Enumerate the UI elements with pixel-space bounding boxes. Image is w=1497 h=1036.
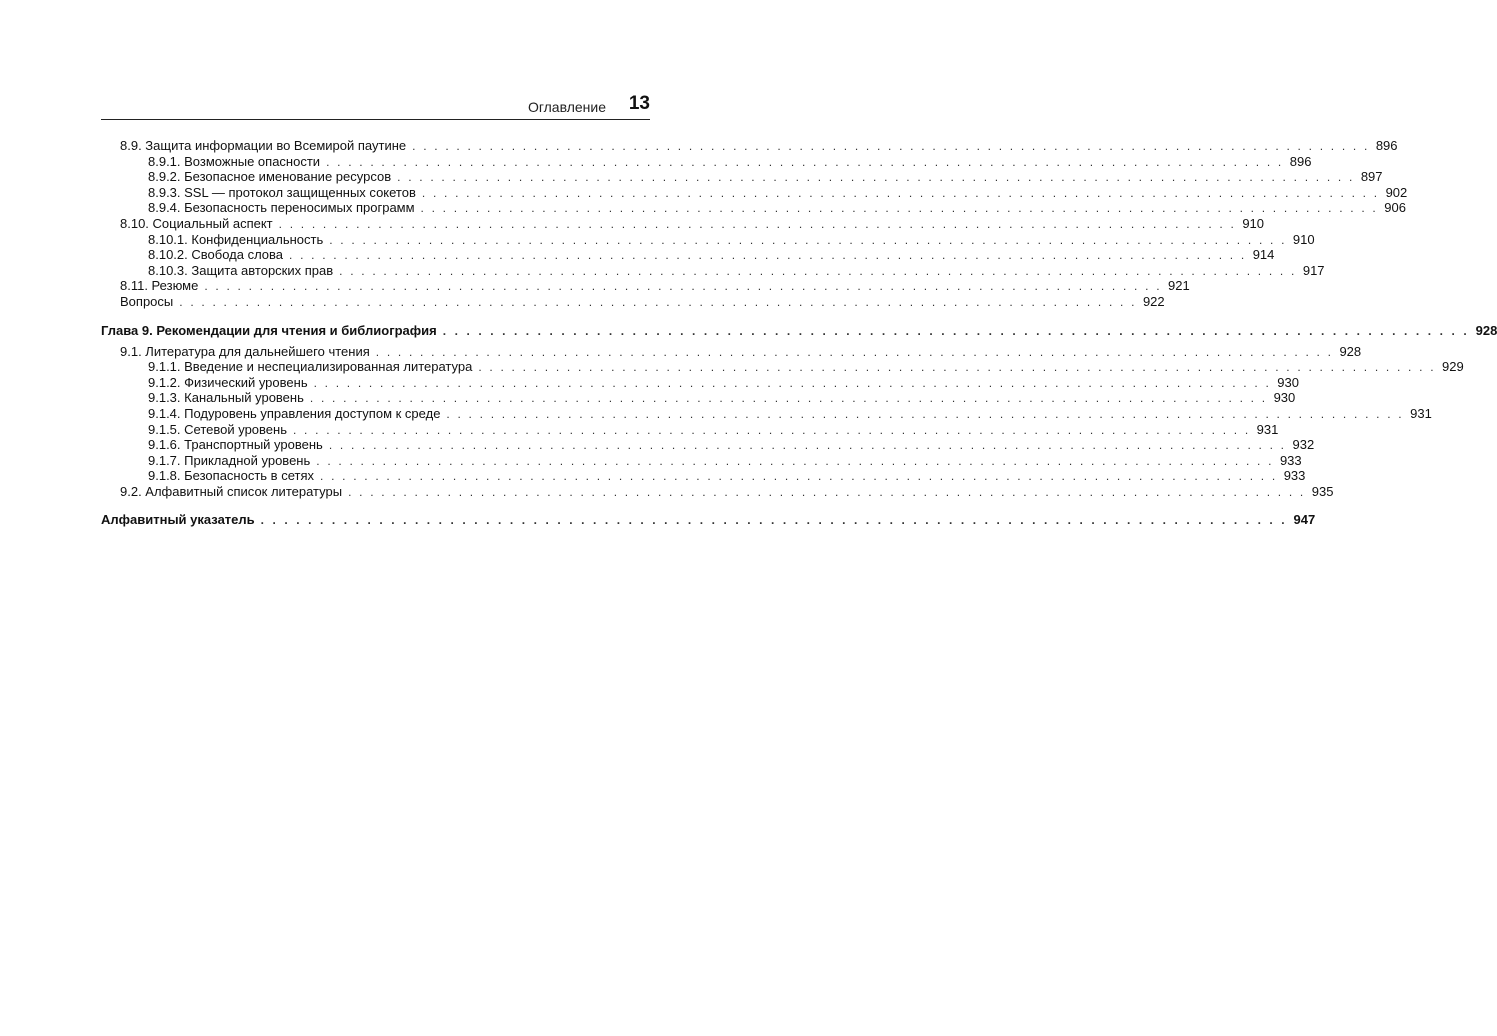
toc-label: 9.1.8. Безопасность в сетях [148,468,314,484]
toc-entry-9-1-2[interactable] [101,374,1299,391]
toc-leader-dots: . . . . . . . . . . . . . . . . . . . . . . . . . . . . . . . . . . . . . . . . . . . . . . . . . . . . . . . . . . . . . . . . . . . . . . . . . . . . . . . . . . . . . . . [375,344,1334,359]
toc-label: 8.10.1. Конфиденциальность [148,231,324,247]
toc-leader-dots: . . . . . . . . . . . . . . . . . . . . . . . . . . . . . . . . . . . . . . . . . . . . . . . . . . . . . . . . . . . . . . . . . . . . . . . . . . . . . . . . . . . . . . . [204,279,1162,294]
toc-page: 921 [1168,278,1190,294]
toc-page: 896 [1375,138,1398,153]
toc-entry-chapter-9[interactable] [101,322,1497,340]
toc-page: 928 [1475,322,1497,338]
toc-page: 931 [1410,405,1432,421]
toc-entry-9-1-5[interactable] [101,421,1279,438]
toc-leader-dots: . . . . . . . . . . . . . . . . . . . . . . . . . . . . . . . . . . . . . . . . . . . . . . . . . . . . . . . . . . . . . . . . . . . . . . . . . . . . . . . . . . . . . . . [326,154,1284,169]
toc-page: 930 [1277,374,1299,390]
toc-label: 8.9.2. Безопасное именование ресурсов [148,169,392,185]
toc-entry-8-10-1[interactable] [101,231,1315,248]
toc-entry-8-10-2[interactable] [101,247,1275,263]
toc-page: 896 [1289,153,1312,169]
toc-entry-8-10[interactable] [101,215,1265,232]
toc-entry-8-10-3[interactable] [101,262,1325,279]
toc-label: 9.2. Алфавитный список литературы [120,483,343,499]
toc-leader-dots: . . . . . . . . . . . . . . . . . . . . . . . . . . . . . . . . . . . . . . . . . . . . . . . . . . . . . . . . . . . . . . . . . . . . . . . . . . . . . . . . . . . . . . . [446,406,1404,421]
toc-entry-8-9[interactable] [101,138,1398,154]
toc-page: 929 [1442,359,1464,375]
toc-page: 914 [1252,247,1275,263]
toc-label: 8.11. Резюме [120,278,199,294]
toc-entry-8-11[interactable] [101,278,1190,294]
toc-leader-dots: . . . . . . . . . . . . . . . . . . . . . . . . . . . . . . . . . . . . . . . . . . . . . . . . . . . . . . . . . . . . . . . . . . . . . . . . . . . . . . . . . . . . . . . [289,248,1247,263]
toc-label: 8.9.3. SSL — протокол защищенных сокетов [148,184,416,200]
toc-entry-9-1-3[interactable] [101,390,1296,406]
toc-leader-dots: . . . . . . . . . . . . . . . . . . . . . . . . . . . . . . . . . . . . . . . . . . . . . . . . . . . . . . . . . . . . . . . . . . . . . . . . . . . . . . . . . . . . . . . [420,201,1378,216]
header-title: Оглавление [527,99,606,115]
toc-page: 935 [1311,483,1334,499]
toc-leader-dots: . . . . . . . . . . . . . . . . . . . . . . . . . . . . . . . . . . . . . . . . . . . . . . . . . . . . . . . . . . . . . . . . . . . . . . . . . . . . . . . . . . . . . . . [278,216,1237,231]
toc-page: 910 [1292,231,1315,247]
toc-leader-dots: . . . . . . . . . . . . . . . . . . . . . . . . . . . . . . . . . . . . . . . . . . . . . . . . . . . . . . . . . . . . . . . . . . . . . . . . . . . . . . . . . . . . . . . [320,469,1278,484]
toc-page: 933 [1283,468,1306,484]
toc-entry-8-9-4[interactable] [101,200,1406,216]
toc-label: 9.1.3. Канальный уровень [148,390,304,406]
table-of-contents [101,138,1497,529]
toc-leader-dots: . . . . . . . . . . . . . . . . . . . . . . . . . . . . . . . . . . . . . . . . . . . . . . . . . . . . . . . . . . . . . . . . . . . . . . . . . . . . . . . . . . . . . . . [421,185,1380,200]
toc-label: 8.10.3. Защита авторских прав [148,262,334,278]
toc-entry-9-2[interactable] [101,483,1334,500]
toc-entry-8-9-2[interactable] [101,169,1383,185]
toc-entry-9-1-6[interactable] [101,437,1315,453]
toc-label: 9.1.4. Подуровень управления доступом к среде [148,405,441,421]
toc-label: 8.10. Социальный аспект [120,215,273,231]
toc-page: 928 [1339,343,1362,359]
toc-leader-dots: . . . . . . . . . . . . . . . . . . . . . . . . . . . . . . . . . . . . . . . . . . . . . . . . . . . . . . . . . . . . . . . . . . . . . . . . . . . . . . . . . . . . . . . [442,323,1470,338]
toc-label: Вопросы [120,293,174,309]
toc-entry-9-1-7[interactable] [101,452,1302,469]
toc-leader-dots: . . . . . . . . . . . . . . . . . . . . . . . . . . . . . . . . . . . . . . . . . . . . . . . . . . . . . . . . . . . . . . . . . . . . . . . . . . . . . . . . . . . . . . . [292,422,1251,437]
toc-label: 9.1.5. Сетевой уровень [148,421,287,437]
spacer [101,499,650,511]
toc-leader-dots: . . . . . . . . . . . . . . . . . . . . . . . . . . . . . . . . . . . . . . . . . . . . . . . . . . . . . . . . . . . . . . . . . . . . . . . . . . . . . . . . . . . . . . . [329,232,1287,247]
spacer [101,310,650,322]
toc-entry-questions[interactable] [101,293,1165,310]
toc-page: 933 [1279,452,1302,468]
toc-label: 9.1.6. Транспортный уровень [148,437,323,453]
header-page-number: 13 [628,93,650,114]
toc-leader-dots: . . . . . . . . . . . . . . . . . . . . . . . . . . . . . . . . . . . . . . . . . . . . . . . . . . . . . . . . . . . . . . . . . . . . . . . . . . . . . . . . . . . . . . . [309,391,1268,406]
toc-label: 9.1. Литература для дальнейшего чтения [120,343,370,359]
toc-leader-dots: . . . . . . . . . . . . . . . . . . . . . . . . . . . . . . . . . . . . . . . . . . . . . . . . . . . . . . . . . . . . . . . . . . . . . . . . . . . . . . . . . . . . . . . [478,360,1436,375]
toc-leader-dots: . . . . . . . . . . . . . . . . . . . . . . . . . . . . . . . . . . . . . . . . . . . . . . . . . . . . . . . . . . . . . . . . . . . . . . . . . . . . . . . . . . . . . . . [328,438,1287,453]
toc-leader-dots: . . . . . . . . . . . . . . . . . . . . . . . . . . . . . . . . . . . . . . . . . . . . . . . . . . . . . . . . . . . . . . . . . . . . . . . . . . . . . . . . . . . . . . . [339,263,1297,278]
toc-leader-dots: . . . . . . . . . . . . . . . . . . . . . . . . . . . . . . . . . . . . . . . . . . . . . . . . . . . . . . . . . . . . . . . . . . . . . . . . . . . . . . . . . . . . . . . [179,294,1137,309]
toc-label: 9.1.1. Введение и неспециализированная литература [148,359,473,375]
toc-label: Алфавитный указатель [101,512,255,528]
toc-page: 917 [1302,262,1325,278]
toc-page: 906 [1384,200,1406,216]
toc-entry-9-1-1[interactable] [101,359,1464,375]
toc-label: 8.10.2. Свобода слова [148,247,284,263]
toc-page: 947 [1293,512,1316,528]
toc-label: Глава 9. Рекомендации для чтения и библиография [101,322,437,338]
toc-entry-8-9-3[interactable] [101,184,1408,201]
toc-page: 932 [1292,437,1315,453]
toc-entry-index[interactable] [101,511,1316,529]
running-header [101,93,650,120]
toc-leader-dots: . . . . . . . . . . . . . . . . . . . . . . . . . . . . . . . . . . . . . . . . . . . . . . . . . . . . . . . . . . . . . . . . . . . . . . . . . . . . . . . . . . . . . . . [313,375,1271,390]
toc-label: 9.1.2. Физический уровень [148,374,308,390]
toc-leader-dots: . . . . . . . . . . . . . . . . . . . . . . . . . . . . . . . . . . . . . . . . . . . . . . . . . . . . . . . . . . . . . . . . . . . . . . . . . . . . . . . . . . . . . . . [412,139,1370,153]
toc-label: 8.9.4. Безопасность переносимых программ [148,200,415,216]
toc-page: 897 [1360,169,1383,185]
toc-page: 930 [1273,390,1296,406]
toc-page: 910 [1242,215,1265,231]
toc-page: 902 [1385,184,1408,200]
toc-label: 9.1.7. Прикладной уровень [148,452,311,468]
toc-page: 922 [1142,293,1165,309]
toc-leader-dots: . . . . . . . . . . . . . . . . . . . . . . . . . . . . . . . . . . . . . . . . . . . . . . . . . . . . . . . . . . . . . . . . . . . . . . . . . . . . . . . . . . . . . . . [348,484,1306,499]
toc-entry-9-1-4[interactable] [101,405,1432,422]
toc-label: 8.9. Защита информации во Всемирой паутине [120,138,407,153]
toc-entry-8-9-1[interactable] [101,153,1312,170]
toc-page: 931 [1256,421,1279,437]
toc-label: 8.9.1. Возможные опасности [148,153,321,169]
toc-leader-dots: . . . . . . . . . . . . . . . . . . . . . . . . . . . . . . . . . . . . . . . . . . . . . . . . . . . . . . . . . . . . . . . . . . . . . . . . . . . . . . . . . . . . . . . [397,170,1355,185]
toc-leader-dots: . . . . . . . . . . . . . . . . . . . . . . . . . . . . . . . . . . . . . . . . . . . . . . . . . . . . . . . . . . . . . . . . . . . . . . . . . . . . . . . . . . . . . . . [316,453,1274,468]
toc-leader-dots: . . . . . . . . . . . . . . . . . . . . . . . . . . . . . . . . . . . . . . . . . . . . . . . . . . . . . . . . . . . . . . . . . . . . . . . . . . . . . . . . . . . . . . . [260,513,1288,528]
toc-entry-9-1[interactable] [101,343,1362,360]
toc-entry-9-1-8[interactable] [101,468,1306,484]
